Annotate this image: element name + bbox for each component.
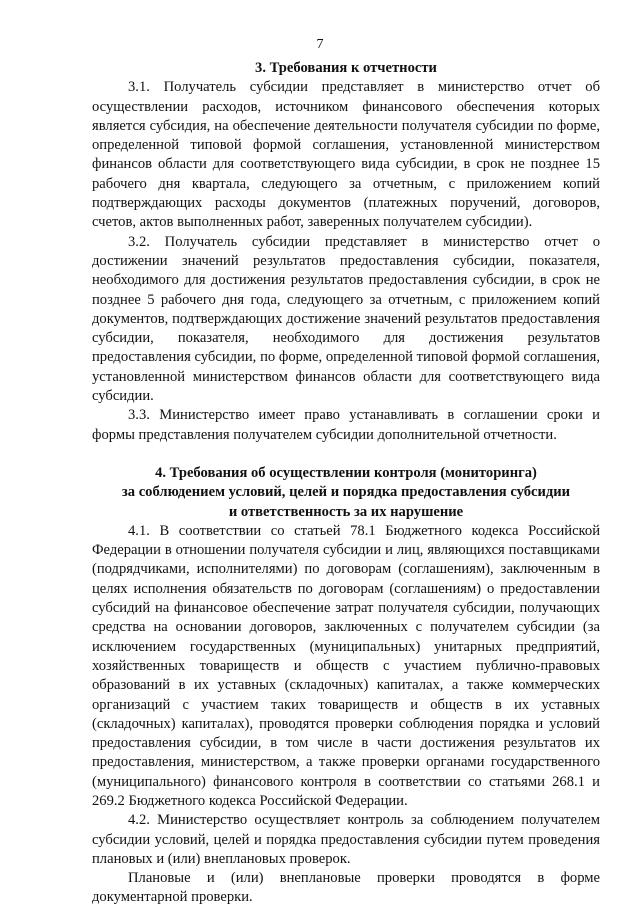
paragraph-4-1: 4.1. В соответствии со статьей 78.1 Бюджетного кодекса Российской Федерации в отношении получателя субсидии и лиц, являющихся поставщиками (подрядчиками, исполнителями) по договорам (соглашениям), заключенным в целях исполнения обязательств по договорам (соглашениям) о предоставлении субсидий на финансовое обеспечение затрат получателя субсидии, получающих средства на основании договоров, заключенных с получателем субсидии (за исключением государственных (муниципальных) унитарных предприятий, хозяйственных товариществ и обществ с участием публично-правовых образований в их уставных (складочных) капиталах, а также коммерческих организаций с участием таких товариществ и обществ в их уставных (складочных) капиталах), проводятся проверки соблюдения порядка и условий предоставления субсидии, в том числе в части достижения результатов их предоставления, министерством, а также проверки органами государственного (муниципального) финансового контроля в соответствии со статьями 268.1 и 269.2 Бюджетного кодекса Российской Федерации. — [92, 522, 600, 809]
section-gap — [92, 445, 600, 464]
paragraph-3-1: 3.1. Получатель субсидии представляет в министерство отчет об осуществлении расходов, источником финансового обеспечения которых является субсидия, на обеспечение деятельности получателя субсидии по форме, определенной типовой формой соглашения, установленной министерством финансов области для соответствующего вида субсидии, в срок не позднее 15 рабочего дня квартала, следующего за отчетным, с приложением копий подтверждающих расходы документов (платежных поручений, договоров, счетов, актов выполненных работ, заверенных получателем субсидии). — [92, 79, 600, 231]
section-4-title-line: и ответственность за их нарушение — [228, 503, 464, 520]
section-4-title — [92, 464, 600, 522]
paragraph-4-2: 4.2. Министерство осуществляет контроль за соблюдением получателем субсидии условий, целей и порядка предоставления субсидии путем проведения плановых и (или) внеплановых проверок. — [92, 812, 600, 867]
section-3-title: 3. Требования к отчетности — [255, 60, 437, 76]
paragraph-4-2-continued: Плановые и (или) внеплановые проверки проводятся в форме документарной проверки. — [92, 870, 600, 906]
paragraph-3-2: 3.2. Получатель субсидии представляет в министерство отчет о достижении значений результатов предоставления субсидии, показателя, необходимого для достижения результатов предоставления субсидии, в срок не позднее 5 рабочего дня года, следующего за отчетным, с приложением копий документов, подтверждающих достижение значений результатов предоставления субсидии, показателя, необходимого для достижения результатов предоставления субсидии, по форме, определенной типовой формой соглашения, установленной министерством финансов области для соответствующего вида субсидии. — [92, 233, 600, 405]
paragraph-3-3: 3.3. Министерство имеет право устанавливать в соглашении сроки и формы представления получателем субсидии дополнительной отчетности. — [92, 407, 600, 443]
section-4-title-line: 4. Требования об осуществлении контроля (мониторинга) — [155, 464, 537, 481]
page-number: 7 — [316, 37, 324, 52]
page-content — [92, 59, 600, 908]
section-4-title-line: за соблюдением условий, целей и порядка предоставления субсидии — [121, 484, 571, 501]
